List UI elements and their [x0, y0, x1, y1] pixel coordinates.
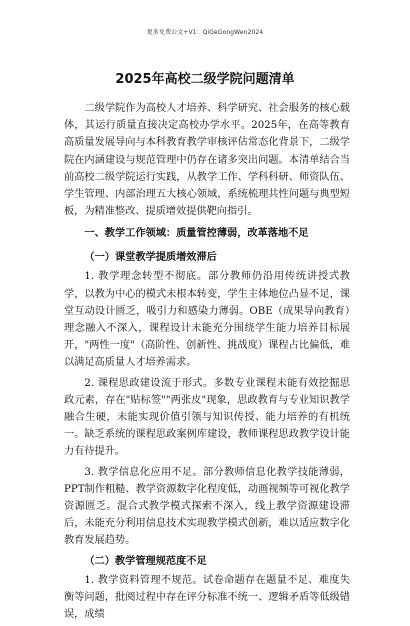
section-heading-teaching: 一、教学工作领域：质量管控薄弱，改革落地不足 — [84, 228, 309, 240]
document-body — [64, 100, 350, 626]
body-paragraph-ideological-curriculum: 2. 课程思政建设流于形式。多数专业课程未能有效挖掘思政元素，存在"贴标签""两张皮"现象，思政教育与专业知识教学融合生硬，未能实现价值引领与知识传授、能力培养的有机统一。缺乏系统的课程思政案例库建设，教师课程思政教学设计能力有待提升。 — [64, 377, 350, 458]
body-paragraph-materials: 1. 教学资料管理不规范。试卷命题存在题量不足、难度失衡等问题，批阅过程中存在评分标准不统一、逻辑矛盾等低级错误，成绩 — [64, 574, 350, 621]
subsection-heading-classroom: （一）课堂教学提质增效滞后 — [84, 252, 217, 264]
body-paragraph-informatization: 3. 教学信息化应用不足。部分教师信息化教学技能薄弱，PPT制作粗糙、教学资源数字化程度低，动画视频等可视化教学资源匮乏。混合式教学模式探索不深入，线上教学资源建设滞后，未能充分利用信息技术实现教学模式创新，难以适应数字化教育发展趋势。 — [64, 466, 350, 547]
body-paragraph-teaching-philosophy: 1. 教学理念转型不彻底。部分教师仍沿用传统讲授式教学，以教为中心的模式未根本转变，学生主体地位凸显不足，课堂互动设计匮乏，吸引力和感染力薄弱。OBE（成果导向教育）理念融入不深入，课程设计未能充分围绕学生能力培养目标展开，"两性一度"（高阶性、创新性、挑战度）课程占比偏低，难以满足高质量人才培养需求。 — [64, 271, 350, 369]
intro-paragraph: 二级学院作为高校人才培养、科学研究、社会服务的核心载体，其运行质量直接决定高校办学水平。2025年，在高等教育高质量发展导向与本科教育教学审核评估常态化背景下，二级学院在内涵建设与规范管理中仍存在诸多突出问题。本清单结合当前高校二级学院运行实践，从教学工作、学科科研、师资队伍、学生管理、内部治理五大核心领域，系统梳理共性问题与典型短板，为精准整改、提质增效提供靶向指引。 — [64, 103, 350, 218]
header-note: 更多免费公文+V1：QiGeGongWen2024 — [146, 29, 264, 36]
subsection-heading-management: （二）教学管理规范度不足 — [84, 555, 207, 567]
document-title: 2025年高校二级学院问题清单 — [115, 72, 295, 87]
